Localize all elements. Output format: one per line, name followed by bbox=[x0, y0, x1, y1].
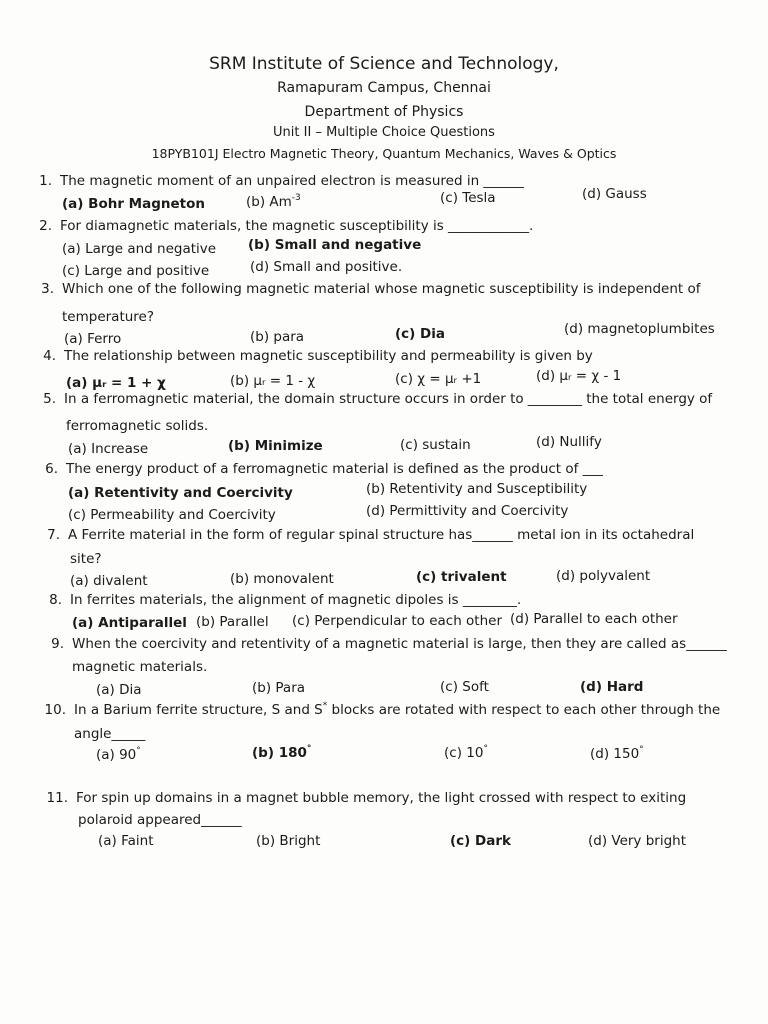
option-b: (b) Minimize bbox=[228, 438, 323, 454]
option-d: (d) μᵣ = χ - 1 bbox=[536, 368, 622, 384]
option-c: (c) trivalent bbox=[416, 569, 507, 585]
question-10: 10. In a Barium ferrite structure, S and S* blocks are rotated with respect to each other through the bbox=[40, 702, 720, 718]
option-c: (c) Large and positive bbox=[62, 263, 210, 279]
question-10-continued: angle_____ bbox=[74, 726, 146, 742]
campus-line: Ramapuram Campus, Chennai bbox=[277, 80, 491, 96]
option-c: (c) sustain bbox=[400, 437, 471, 453]
question-text: In a Barium ferrite structure, S and S bbox=[74, 702, 323, 718]
option-d: (d) Parallel to each other bbox=[510, 611, 678, 627]
option-c: (c) Permeability and Coercivity bbox=[68, 507, 276, 523]
question-number: 1. bbox=[39, 173, 52, 189]
department-line: Department of Physics bbox=[304, 104, 464, 120]
option-d: (d) Small and positive. bbox=[250, 259, 403, 275]
question-text: The energy product of a ferromagnetic material is defined as the product of ___ bbox=[66, 461, 603, 477]
option-c: (c) Perpendicular to each other bbox=[292, 613, 503, 629]
question-11 bbox=[42, 790, 686, 806]
question-11-continued: polaroid appeared______ bbox=[78, 812, 242, 828]
option-a: (a) Ferro bbox=[64, 331, 122, 347]
question-text: For diamagnetic materials, the magnetic susceptibility is ____________. bbox=[60, 218, 534, 234]
question-3-continued: temperature? bbox=[62, 309, 155, 325]
question-5-continued: ferromagnetic solids. bbox=[66, 418, 209, 434]
option-d: (d) Gauss bbox=[582, 186, 647, 202]
option-b: (b) para bbox=[250, 329, 305, 345]
option-b: (b) Retentivity and Susceptibility bbox=[366, 481, 588, 497]
question-number: 11. bbox=[46, 790, 68, 806]
question-text: The magnetic moment of an unpaired electron is measured in ______ bbox=[60, 173, 524, 189]
option-d: (d) Nullify bbox=[536, 434, 602, 450]
question-number: 9. bbox=[51, 636, 64, 652]
option-d: (d) Permittivity and Coercivity bbox=[366, 503, 569, 519]
option-c: (c) Soft bbox=[440, 679, 489, 695]
question-1 bbox=[26, 173, 524, 189]
option-b: (b) Small and negative bbox=[248, 237, 422, 253]
question-text: A Ferrite material in the form of regular spinal structure has______ metal ion in its octahedral bbox=[68, 527, 695, 543]
option-b: (b) Bright bbox=[256, 833, 321, 849]
option-d: (d) Very bright bbox=[588, 833, 687, 849]
option-a: (a) Dia bbox=[96, 682, 142, 698]
question-2 bbox=[26, 218, 533, 234]
option-b: (b) μᵣ = 1 - χ bbox=[230, 373, 316, 389]
option-a: (a) Bohr Magneton bbox=[62, 196, 205, 212]
course-line: 18PYB101J Electro Magnetic Theory, Quantum Mechanics, Waves & Optics bbox=[151, 146, 617, 161]
option-a: (a) 90° bbox=[96, 746, 141, 763]
option-a: (a) divalent bbox=[70, 573, 148, 589]
option-b: (b) Para bbox=[252, 680, 306, 696]
option-a: (a) Faint bbox=[98, 833, 154, 849]
question-5 bbox=[30, 391, 712, 407]
option-d: (d) magnetoplumbites bbox=[564, 321, 715, 337]
question-8 bbox=[36, 592, 521, 608]
option-c: (c) 10° bbox=[444, 744, 488, 761]
question-7 bbox=[34, 527, 694, 543]
question-text: In ferrites materials, the alignment of magnetic dipoles is ________. bbox=[70, 592, 522, 608]
option-a: (a) Increase bbox=[68, 441, 149, 457]
question-3 bbox=[28, 281, 701, 297]
option-b: (b) Parallel bbox=[196, 614, 269, 630]
unit-line: Unit II – Multiple Choice Questions bbox=[273, 125, 495, 140]
question-number: 7. bbox=[47, 527, 60, 543]
question-number: 10. bbox=[44, 702, 66, 718]
question-text: The relationship between magnetic susceptibility and permeability is given by bbox=[64, 348, 593, 364]
question-4 bbox=[30, 348, 593, 364]
question-7-continued: site? bbox=[70, 551, 102, 567]
option-d: (d) Hard bbox=[580, 679, 644, 695]
option-a: (a) Large and negative bbox=[62, 241, 217, 257]
option-c: (c) χ = μᵣ +1 bbox=[395, 371, 482, 387]
question-number: 5. bbox=[43, 391, 56, 407]
option-b: (b) 180° bbox=[252, 744, 312, 761]
option-a: (a) Retentivity and Coercivity bbox=[68, 485, 293, 501]
option-c: (c) Dark bbox=[450, 833, 511, 849]
question-text: For spin up domains in a magnet bubble memory, the light crossed with respect to exiting bbox=[76, 790, 687, 806]
question-number: 8. bbox=[49, 592, 62, 608]
option-d: (d) 150° bbox=[590, 745, 644, 762]
question-number: 3. bbox=[41, 281, 54, 297]
question-number: 6. bbox=[45, 461, 58, 477]
option-b: (b) monovalent bbox=[230, 571, 334, 587]
question-9-continued: magnetic materials. bbox=[72, 659, 208, 675]
option-c: (c) Tesla bbox=[440, 190, 496, 206]
question-number: 2. bbox=[39, 218, 52, 234]
institute-title: SRM Institute of Science and Technology, bbox=[209, 54, 559, 74]
option-a: (a) μᵣ = 1 + χ bbox=[66, 375, 166, 391]
option-a: (a) Antiparallel bbox=[72, 615, 187, 631]
question-text: In a ferromagnetic material, the domain structure occurs in order to ________ the total energy of bbox=[64, 391, 713, 407]
question-text: Which one of the following magnetic material whose magnetic susceptibility is independent of bbox=[62, 281, 701, 297]
question-6 bbox=[32, 461, 603, 477]
question-text: When the coercivity and retentivity of a magnetic material is large, then they are called as______ bbox=[72, 636, 727, 652]
option-d: (d) polyvalent bbox=[556, 568, 651, 584]
question-9 bbox=[38, 636, 727, 652]
option-b: (b) $Am^{-3}$ bbox=[246, 193, 301, 210]
option-c: (c) Dia bbox=[395, 326, 445, 342]
question-number: 4. bbox=[43, 348, 56, 364]
